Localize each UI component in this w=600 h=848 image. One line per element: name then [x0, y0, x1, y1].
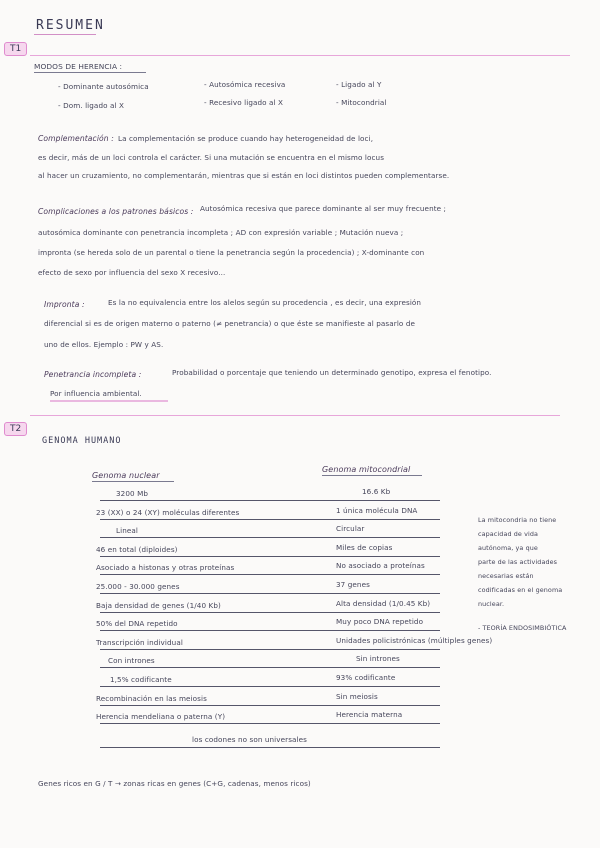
side-note-theory: - TEORÍA ENDOSIMBIÓTICA: [478, 624, 567, 632]
mito-cell: Alta densidad (1/0.45 Kb): [336, 598, 431, 608]
side-note-line: necesarias están: [478, 572, 534, 580]
mito-cell: 1 única molécula DNA: [336, 505, 418, 515]
mito-cell: Muy poco DNA repetido: [336, 617, 424, 627]
title-underline: [34, 34, 96, 35]
nuclear-cell: Lineal: [116, 526, 138, 536]
nuclear-cell: Herencia mendeliana o paterna (Y): [96, 712, 226, 722]
section-tag-t2: T2: [4, 422, 27, 436]
row-divider: [100, 705, 440, 706]
nuclear-cell: Transcripción individual: [96, 637, 183, 647]
section-title: GENOMA HUMANO: [42, 436, 122, 446]
row-divider: [100, 500, 440, 501]
row-divider: [100, 519, 440, 520]
table-footer-row: los codones no son universales: [192, 735, 308, 744]
nuclear-cell: 50% del DNA repetido: [96, 619, 178, 629]
nuclear-cell: 1,5% codificante: [110, 675, 172, 684]
row-divider: [100, 667, 440, 668]
text-line: uno de ellos. Ejemplo : PW y AS.: [44, 340, 164, 349]
modos-title: MODOS DE HERENCIA :: [34, 62, 123, 71]
nuclear-cell: 25.000 - 30.000 genes: [96, 582, 180, 591]
mito-cell: Unidades policistrónicas (múltiples genes): [336, 635, 493, 645]
nuclear-cell: Recombinación en las meiosis: [96, 693, 207, 703]
text-line: La complementación se produce cuando hay heterogeneidad de loci,: [118, 134, 374, 143]
side-note-line: La mitocondria no tiene: [478, 516, 557, 524]
nuclear-cell: Con intrones: [108, 656, 155, 666]
penetrancia-label: Penetrancia incompleta :: [44, 370, 142, 379]
col-header-nuclear: Genoma nuclear: [92, 471, 160, 480]
mito-cell: 93% codificante: [336, 673, 396, 682]
row-divider: [100, 612, 440, 613]
row-divider: [100, 537, 440, 538]
text-line: al hacer un cruzamiento, no complementarán, mientras que si están en loci distintos pueden complementarse.: [38, 171, 450, 180]
text-line: Probabilidad o porcentaje que teniendo un determinado genotipo, expresa el fenotipo.: [172, 368, 492, 377]
text-line: es decir, más de un loci controla el carácter. Si una mutación se encuentra en el mismo locus: [38, 153, 385, 162]
side-note-line: nuclear.: [478, 600, 505, 608]
nuclear-cell: 23 (XX) o 24 (XY) moléculas diferentes: [96, 507, 240, 517]
header-underline: [92, 481, 174, 482]
mito-cell: 16.6 Kb: [362, 487, 391, 496]
header-underline: [322, 475, 422, 476]
section-divider: [30, 415, 560, 416]
modo-item: - Dom. ligado al X: [58, 101, 124, 110]
row-divider: [100, 649, 440, 650]
mito-cell: Circular: [336, 524, 365, 534]
text-line: impronta (se hereda solo de un parental o tiene la penetrancia según la procedencia) ; X-dominante con: [38, 248, 425, 257]
row-divider: [100, 593, 440, 594]
mito-cell: Herencia materna: [336, 710, 403, 720]
text-line: efecto de sexo por influencia del sexo X recesivo...: [38, 268, 226, 277]
highlight-underline: [50, 400, 168, 402]
text-line: autosómica dominante con penetrancia incompleta ; AD con expresión variable ; Mutación nueva ;: [38, 228, 404, 237]
section-divider: [30, 55, 570, 56]
row-divider: [100, 556, 440, 557]
text-line: Es la no equivalencia entre los alelos según su procedencia , es decir, una expresión: [108, 298, 422, 307]
text-line: Por influencia ambiental.: [50, 389, 142, 398]
mito-cell: 37 genes: [336, 580, 370, 589]
nuclear-cell: Asociado a histonas y otras proteínas: [96, 563, 235, 573]
row-divider: [100, 747, 440, 748]
impronta-label: Impronta :: [44, 300, 85, 309]
side-note-line: autónoma, ya que: [478, 544, 538, 552]
modo-item: - Autosómica recesiva: [204, 80, 286, 89]
modo-item: - Mitocondrial: [336, 98, 387, 107]
row-divider: [100, 686, 440, 687]
modos-underline: [34, 72, 146, 73]
text-line: diferencial si es de origen materno o paterno (≠ penetrancia) o que éste se manifieste al pasarlo de: [44, 319, 416, 328]
row-divider: [100, 574, 440, 575]
nuclear-cell: 46 en total (diploides): [96, 544, 178, 554]
nuclear-cell: Baja densidad de genes (1/40 Kb): [96, 600, 221, 610]
side-note-line: codificadas en el genoma: [478, 586, 563, 594]
page-title: RESUMEN: [36, 18, 105, 33]
section-tag-t1: T1: [4, 42, 27, 56]
col-header-mito: Genoma mitocondrial: [322, 465, 411, 474]
mito-cell: Sin intrones: [356, 654, 400, 664]
mito-cell: Miles de copias: [336, 542, 393, 552]
row-divider: [100, 723, 440, 724]
mito-cell: Sin meiosis: [336, 691, 378, 701]
mito-cell: No asociado a proteínas: [336, 561, 425, 571]
complicaciones-label: Complicaciones a los patrones básicos :: [38, 207, 194, 216]
row-divider: [100, 630, 440, 631]
modo-item: - Ligado al Y: [336, 80, 382, 89]
side-note-line: capacidad de vida: [478, 530, 539, 538]
complementacion-label: Complementación :: [38, 134, 114, 143]
side-note-line: parte de las actividades: [478, 558, 558, 566]
text-line: Autosómica recesiva que parece dominante al ser muy frecuente ;: [200, 204, 447, 213]
modo-item: - Dominante autosómica: [58, 82, 149, 91]
bottom-note: Genes ricos en G / T → zonas ricas en genes (C+G, cadenas, menos ricos): [38, 779, 311, 788]
nuclear-cell: 3200 Mb: [116, 489, 149, 498]
modo-item: - Recesivo ligado al X: [204, 98, 284, 107]
